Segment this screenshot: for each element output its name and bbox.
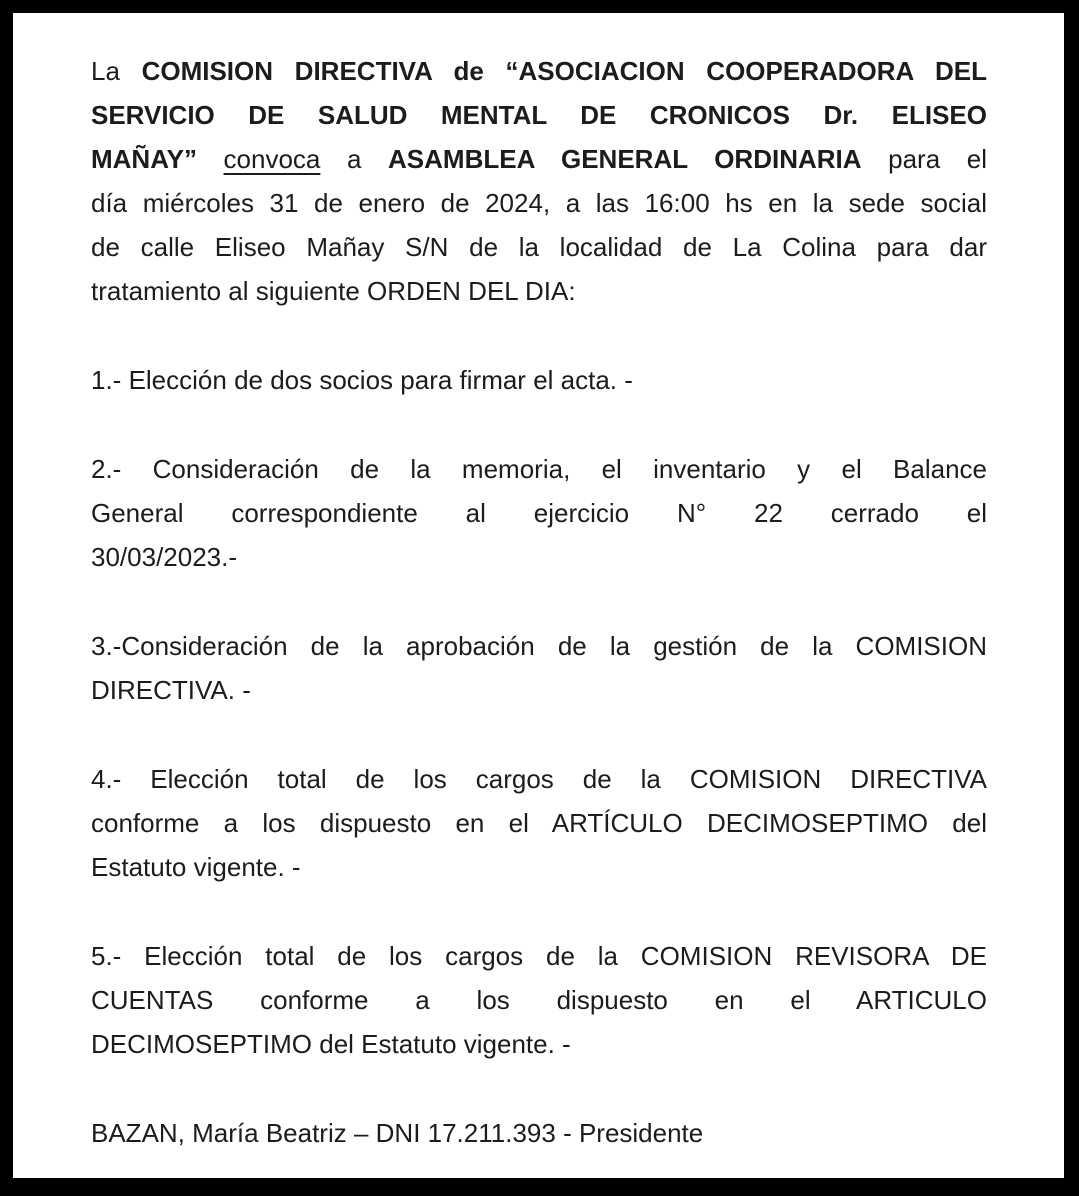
text-run: La [91, 56, 142, 86]
agenda-item-5 [91, 934, 987, 1066]
text-run: 30/03/2023.- [91, 542, 238, 572]
text-run: BAZAN, María Beatriz – DNI 17.211.393 - Presidente [91, 1118, 704, 1148]
text-line [91, 137, 987, 181]
text-run: 2.- Consideración de la memoria, el inventario y el Balance [91, 454, 987, 484]
intro-paragraph [91, 49, 987, 313]
text-line [91, 358, 987, 402]
text-line [91, 624, 987, 668]
bold-text-run: SERVICIO DE SALUD MENTAL DE CRONICOS Dr. ELISEO [91, 100, 987, 130]
text-line [91, 978, 987, 1022]
agenda-item-2 [91, 447, 987, 579]
bold-text-run: MAÑAY” [91, 144, 197, 174]
text-run: Estatuto vigente. - [91, 852, 301, 882]
signature-line [91, 1111, 987, 1155]
text-line [91, 49, 987, 93]
text-line [91, 181, 987, 225]
text-line [91, 491, 987, 535]
text-run: CUENTAS conforme a los dispuesto en el ARTICULO [91, 985, 987, 1015]
bold-text-run: COMISION DIRECTIVA de “ASOCIACION COOPERADORA DEL [141, 56, 987, 86]
text-line [91, 1111, 987, 1155]
text-run: tratamiento al siguiente ORDEN DEL DIA: [91, 276, 576, 306]
bold-text-run: ASAMBLEA GENERAL ORDINARIA [388, 144, 862, 174]
text-run: 1.- Elección de dos socios para firmar el acta. - [91, 365, 633, 395]
text-run: de calle Eliseo Mañay S/N de la localidad de La Colina para dar [91, 232, 987, 262]
underlined-text-run: convoca [223, 144, 321, 174]
text-line [91, 668, 987, 712]
document-content [13, 13, 1064, 1155]
text-run: 5.- Elección total de los cargos de la COMISION REVISORA DE [91, 941, 987, 971]
agenda-item-3 [91, 624, 987, 712]
text-run: General correspondiente al ejercicio N° 22 cerrado el [91, 498, 987, 528]
document-page [13, 13, 1064, 1178]
agenda-item-1 [91, 358, 987, 402]
text-run: DIRECTIVA. - [91, 675, 251, 705]
text-line [91, 93, 987, 137]
text-line [91, 934, 987, 978]
text-run [197, 144, 224, 174]
text-line [91, 801, 987, 845]
text-run: 3.-Consideración de la aprobación de la gestión de la COMISION [91, 631, 987, 661]
text-line [91, 757, 987, 801]
text-line [91, 535, 987, 579]
text-run: a [320, 144, 389, 174]
text-line [91, 845, 987, 889]
agenda-item-4 [91, 757, 987, 889]
text-run: conforme a los dispuesto en el ARTÍCULO DECIMOSEPTIMO del [91, 808, 987, 838]
text-line [91, 225, 987, 269]
text-line [91, 269, 987, 313]
text-run: 4.- Elección total de los cargos de la COMISION DIRECTIVA [91, 764, 987, 794]
text-line [91, 1022, 987, 1066]
text-line [91, 447, 987, 491]
text-run: día miércoles 31 de enero de 2024, a las 16:00 hs en la sede social [91, 188, 987, 218]
text-run: para el [861, 144, 987, 174]
text-run: DECIMOSEPTIMO del Estatuto vigente. - [91, 1029, 571, 1059]
